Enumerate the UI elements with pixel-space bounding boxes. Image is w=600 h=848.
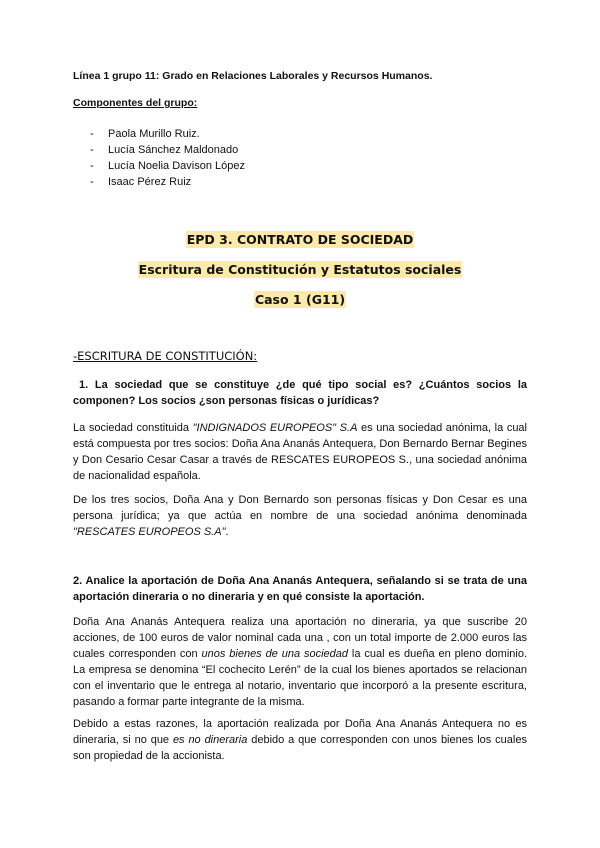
doc-title [0,232,600,247]
group-header: Línea 1 grupo 11: Grado en Relaciones Laborales y Recursos Humanos. [73,70,433,82]
doc-subtitle [0,262,600,277]
text: es una sociedad anónima, la cual está compuesta por tres socios: Doña Ana Ananás Antequera, Don Bernardo Bernar Begines y Don Cesario Cesar Casar a través de RESCATES EUROPEOS S., una sociedad anónima de nacionalidad española. [73,422,527,482]
member-item [90,128,200,140]
member-name: Lucía Noelia Davison López [108,160,245,172]
title-text: EPD 3. CONTRATO DE SOCIEDAD [186,232,414,247]
answer-1-paragraph-2 [73,492,527,540]
components-heading: Componentes del grupo: [73,97,198,109]
answer-2-paragraph-2 [73,716,527,764]
text: De los tres socios, Doña Ana y Don Bernardo son personas físicas y Don Cesar es una persona jurídica; ya que actúa en nombre de una sociedad anónima denominada [73,494,527,522]
text: debido a que corresponden con unos bienes los cuales son propiedad de la accionista. [73,734,527,762]
list-dash: - [90,160,94,172]
italic-text: es no dineraria [172,734,248,746]
list-dash: - [90,128,94,140]
case-text: Caso 1 (G11) [254,292,346,307]
answer-1-paragraph-1 [73,420,527,484]
text: la cual es dueña en pleno dominio. La empresa se denomina “El cochecito Lerén” de la cual los bienes aportados se relacionan con el inventario que le entrega al notario, inventario que incorporó a la presente escritura, pasando a formar parte integrante de la misma. [73,648,527,708]
question-1: 1. La sociedad que se constituye ¿de qué tipo social es? ¿Cuántos socios la componen? Los socios ¿son personas físicas o jurídicas? [73,379,527,407]
list-dash: - [90,176,94,188]
answer-2-paragraph-1 [73,614,527,710]
member-name: Isaac Pérez Ruiz [108,176,192,188]
text: Debido a estas razones, la aportación realizada por Doña Ana Ananás Antequera no es dineraria, si no que [73,718,527,746]
member-name: Lucía Sánchez Maldonado [108,144,239,156]
list-dash: - [90,144,94,156]
italic-text: unos bienes de una sociedad [201,648,349,660]
section-heading: -ESCRITURA DE CONSTITUCIÓN: [73,349,258,363]
italic-text: "RESCATES EUROPEOS S.A" [73,526,226,538]
member-item [90,144,238,156]
text: . [225,526,229,538]
subtitle-text: Escritura de Constitución y Estatutos sociales [138,262,462,277]
member-item [90,176,191,188]
text: Doña Ana Ananás Antequera realiza una aportación no dineraria, ya que suscribe 20 acciones, de 100 euros de valor nominal cada una , con un total importe de 2.000 euros las cuales corresponden con [73,616,527,660]
case-title [0,292,600,307]
italic-text: "INDIGNADOS EUROPEOS" S.A [192,422,358,434]
question-2: 2. Analice la aportación de Doña Ana Ananás Antequera, señalando si se trata de una aportación dineraria o no dineraria y en qué consiste la aportación. [73,575,527,603]
member-name: Paola Murillo Ruiz. [108,128,200,140]
text: La sociedad constituida [73,422,193,434]
member-item [90,160,245,172]
